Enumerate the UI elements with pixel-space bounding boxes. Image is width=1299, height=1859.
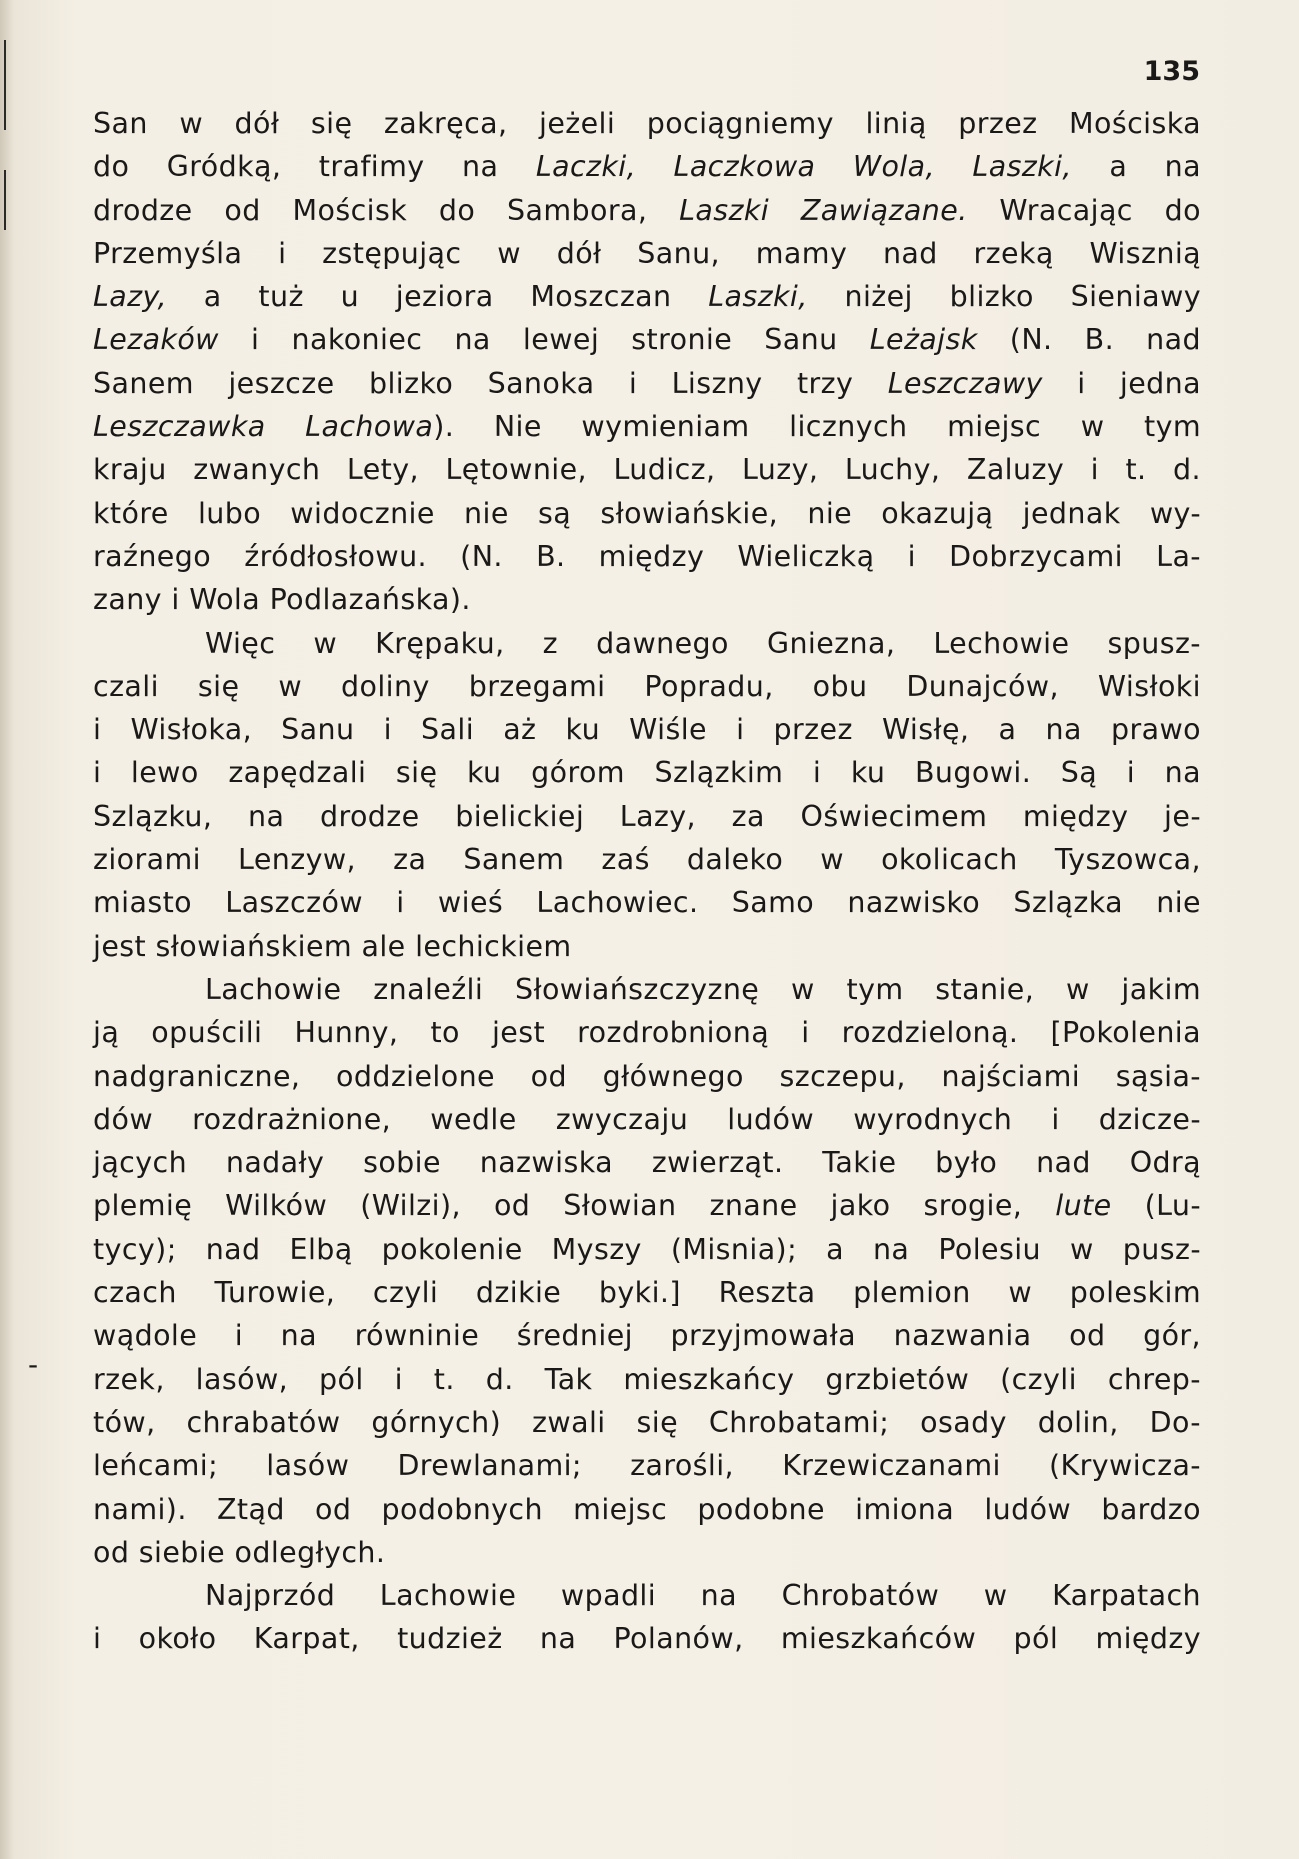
- text-line: [93, 881, 1201, 924]
- margin-mark: -: [28, 1348, 39, 1381]
- binding-edge-mark: [4, 170, 6, 230]
- italic-place-name: Laszki,: [708, 280, 808, 314]
- text-line: [93, 1271, 1201, 1314]
- text-run: ziorami Lenzyw, za Sanem zaś daleko w okolicach Tyszowca,: [93, 843, 1201, 877]
- text-run: tów, chrabatów górnych) zwali się Chrobatami; osady dolin, Do-: [93, 1405, 1201, 1439]
- text-run: od siebie odległych.: [93, 1535, 386, 1569]
- text-line: [93, 1488, 1201, 1531]
- text-line: [93, 1098, 1201, 1141]
- text-run: nadgraniczne, oddzielone od głównego szczepu, najściami sąsia-: [93, 1059, 1201, 1093]
- text-run: leńcami; lasów Drewlanami; zarośli, Krzewiczanami (Krywicza-: [93, 1449, 1201, 1483]
- italic-place-name: Lezaków: [93, 323, 219, 357]
- text-run: Więc w Krępaku, z dawnego Gniezna, Lechowie spusz-: [205, 626, 1201, 660]
- text-run: jest słowiańskiem ale lechickiem: [93, 929, 572, 963]
- text-run: dów rozdrażnione, wedle zwyczaju ludów wyrodnych i dzicze-: [93, 1102, 1201, 1136]
- text-run: i nakoniec na lewej stronie Sanu: [218, 323, 870, 357]
- text-line: [93, 189, 1201, 232]
- text-run: kraju zwanych Lety, Lętownie, Ludicz, Luzy, Luchy, Zaluzy i t. d.: [93, 453, 1201, 487]
- text-run: miasto Laszczów i wieś Lachowiec. Samo nazwisko Szlązka nie: [93, 886, 1201, 920]
- paragraph: [93, 102, 1201, 622]
- text-run: a na: [1071, 150, 1201, 184]
- text-run: do Gródką, trafimy na: [93, 150, 536, 184]
- text-run: które lubo widocznie nie są słowiańskie, nie okazują jednak wy-: [93, 496, 1201, 530]
- page-gutter-shadow: [0, 0, 14, 1859]
- text-line: [93, 751, 1201, 794]
- text-line: [93, 968, 1201, 1011]
- text-line: [93, 448, 1201, 491]
- italic-place-name: Leżajsk: [869, 323, 978, 357]
- text-line: [93, 1011, 1201, 1054]
- text-run: i około Karpat, tudzież na Polanów, mieszkańców pól między: [93, 1622, 1201, 1656]
- text-run: i Wisłoka, Sanu i Sali aż ku Wiśle i przez Wisłę, a na prawo: [93, 713, 1201, 747]
- text-run: Lachowie znaleźli Słowiańszczyznę w tym stanie, w jakim: [205, 972, 1201, 1006]
- text-run: San w dół się zakręca, jeżeli pociągniemy linią przez Mościska: [93, 107, 1201, 140]
- italic-place-name: Leszczawka Lachowa: [93, 410, 434, 444]
- text-run: drodze od Mościsk do Sambora,: [93, 193, 680, 227]
- text-run: tycy); nad Elbą pokolenie Myszy (Misnia); a na Polesiu w pusz-: [93, 1232, 1201, 1266]
- text-run: czach Turowie, czyli dzikie byki.] Reszta plemion w poleskim: [93, 1276, 1201, 1310]
- text-line: [93, 925, 1201, 968]
- text-line: [93, 318, 1201, 361]
- text-run: wądole i na równinie średniej przyjmowała nazwania od gór,: [93, 1319, 1201, 1353]
- text-line: [93, 102, 1201, 145]
- text-line: [93, 1574, 1201, 1617]
- paragraph: [93, 968, 1201, 1574]
- text-run: Wracając do: [967, 193, 1201, 227]
- text-run: Szlązku, na drodze bielickiej Lazy, za Oświecimem między je-: [93, 799, 1201, 833]
- text-line: [93, 578, 1201, 621]
- text-run: czali się w doliny brzegami Popradu, obu Dunajców, Wisłoki: [93, 669, 1201, 703]
- italic-place-name: Lazy,: [93, 280, 168, 314]
- text-line: [93, 1617, 1201, 1660]
- text-line: [93, 665, 1201, 708]
- italic-place-name: lute: [1055, 1189, 1112, 1223]
- text-line: [93, 622, 1201, 665]
- page-number: 135: [1143, 56, 1200, 87]
- text-line: [93, 708, 1201, 751]
- italic-place-name: Laczki, Laczkowa Wola, Laszki,: [535, 150, 1072, 184]
- text-line: [93, 1401, 1201, 1444]
- text-run: Przemyśla i zstępując w dół Sanu, mamy nad rzeką Wisznią: [93, 236, 1201, 270]
- text-line: [93, 232, 1201, 275]
- text-line: [93, 405, 1201, 448]
- body-text: [93, 102, 1201, 1661]
- text-line: [93, 492, 1201, 535]
- text-run: zany i Wola Podlazańska).: [93, 583, 471, 617]
- text-run: niżej blizko Sieniawy: [807, 280, 1201, 314]
- text-line: [93, 145, 1201, 188]
- text-line: [93, 1444, 1201, 1487]
- text-run: Najprzód Lachowie wpadli na Chrobatów w Karpatach: [205, 1579, 1201, 1613]
- text-run: i jedna: [1042, 366, 1202, 400]
- text-run: rzek, lasów, pól i t. d. Tak mieszkańcy grzbietów (czyli chrep-: [93, 1362, 1201, 1396]
- text-run: Sanem jeszcze blizko Sanoka i Liszny trzy: [93, 366, 888, 400]
- paragraph: [93, 622, 1201, 968]
- text-run: ). Nie wymieniam licznych miejsc w tym: [433, 410, 1201, 444]
- binding-edge-mark: [4, 40, 6, 130]
- text-line: [93, 362, 1201, 405]
- paragraph: [93, 1574, 1201, 1661]
- text-line: [93, 1184, 1201, 1227]
- text-run: (Lu-: [1111, 1189, 1202, 1223]
- text-line: [93, 1141, 1201, 1184]
- text-run: (N. B. nad: [977, 323, 1202, 357]
- text-line: [93, 1531, 1201, 1574]
- text-line: [93, 795, 1201, 838]
- text-run: raźnego źródłosłowu. (N. B. między Wieliczką i Dobrzycami La-: [93, 539, 1201, 573]
- text-run: nami). Ztąd od podobnych miejsc podobne imiona ludów bardzo: [93, 1492, 1201, 1526]
- text-run: ją opuścili Hunny, to jest rozdrobnioną i rozdzieloną. [Pokolenia: [93, 1016, 1201, 1050]
- text-run: jących nadały sobie nazwiska zwierząt. Takie było nad Odrą: [93, 1146, 1201, 1180]
- text-line: [93, 535, 1201, 578]
- italic-place-name: Leszczawy: [887, 366, 1043, 400]
- text-line: [93, 1228, 1201, 1271]
- text-line: [93, 275, 1201, 318]
- text-line: [93, 1358, 1201, 1401]
- text-run: a tuż u jeziora Moszczan: [167, 280, 709, 314]
- text-run: i lewo zapędzali się ku górom Szlązkim i ku Bugowi. Są i na: [93, 756, 1201, 790]
- text-line: [93, 1055, 1201, 1098]
- text-line: [93, 838, 1201, 881]
- italic-place-name: Laszki Zawiązane.: [679, 193, 968, 227]
- text-line: [93, 1314, 1201, 1357]
- text-run: plemię Wilków (Wilzi), od Słowian znane jako srogie,: [93, 1189, 1056, 1223]
